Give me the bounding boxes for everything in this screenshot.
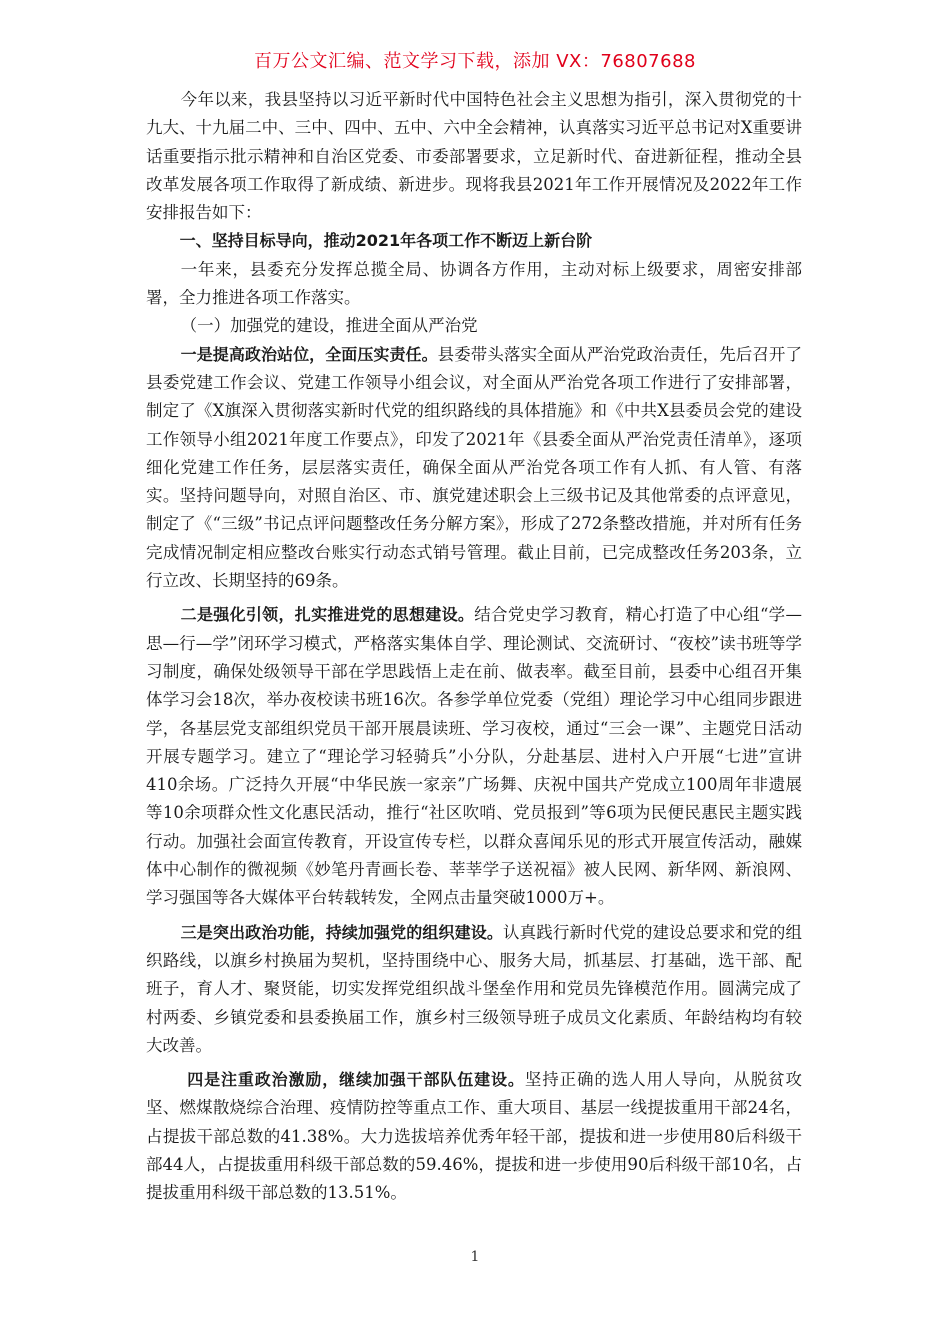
item-lead-2: 二是强化引领，扎实推进党的思想建设。 xyxy=(180,605,475,625)
item-text-2: 结合党史学习教育，精心打造了中心组“学—思—行—学”闭环学习模式，严格落实集体自学、理论测试、交流研讨、“夜校”读书班等学习制度，确保处级领导干部在学思践悟上走在前、做表率。截至目前，县委中心组召开集体学习会18次，举办夜校读书班16次。各参学单位党委（党组）理论学习中心组同步跟进学，各基层党支部组织党员干部开展晨读班、学习夜校，通过“三会一课”、主题党日活动开展专题学习。建立了“理论学习轻骑兵”小分队，分赴基层、进村入户开展“七进”宣讲410余场。广泛持久开展“中华民族一家亲”广场舞、庆祝中国共产党成立100周年非遗展等10余项群众性文化惠民活动，推行“社区吹哨、党员报到”等6项为民便民惠民主题实践行动。加强社会面宣传教育，开设宣传专栏，以群众喜闻乐见的形式开展宣传活动，融媒体中心制作的微视频《妙笔丹青画长卷、莘莘学子送祝福》被人民网、新华网、新浪网、学习强国等各大媒体平台转载转发，全网点击量突破1000万+。 xyxy=(146,605,802,908)
item-text-4: 坚持正确的选人用人导向，从脱贫攻坚、燃煤散烧综合治理、疫情防控等重点工作、重大项目、基层一线提拔重用干部24名，占提拔干部总数的41.38%。大力选拔培养优秀年轻干部，提拔和进一步使用80后科级干部44人，占提拔重用科级干部总数的59.46%，提拔和进一步使用90后科级干部10名，占提拔重用科级干部总数的13.51%。 xyxy=(146,1070,803,1203)
item-text-1: 县委带头落实全面从严治党政治责任，先后召开了县委党建工作会议、党建工作领导小组会议，对全面从严治党各项工作进行了安排部署，制定了《X旗深入贯彻落实新时代党的组织路线的具体措施》和《中共X县委员会党的建设工作领导小组2021年度工作要点》，印发了2021年《县委全面从严治党责任清单》，逐项细化党建工作任务，层层落实责任，确保全面从严治党各项工作有人抓、有人管、有落实。坚持问题导向，对照自治区、市、旗党建述职会上三级书记及其他常委的点评意见，制定了《“三级”书记点评问题整改任务分解方案》，形成了272条整改措施，并对所有任务完成情况制定相应整改台账实行动态式销号管理。截止目前，已完成整改任务203条，立行立改、长期坚持的69条。 xyxy=(146,344,802,591)
item-lead-3: 三是突出政治功能，持续加强党的组织建设。 xyxy=(180,922,503,942)
item-paragraph-2 xyxy=(146,601,802,912)
item-lead-1: 一是提高政治站位，全面压实责任。 xyxy=(180,344,438,364)
document-body xyxy=(146,86,802,1208)
item-paragraph-4 xyxy=(146,1066,802,1207)
page-number: 1 xyxy=(470,1249,480,1265)
intro-paragraph: 今年以来，我县坚持以习近平新时代中国特色社会主义思想为指引，深入贯彻党的十九大、十九届二中、三中、四中、五中、六中全会精神，认真落实习近平总书记对X重要讲话重要指示批示精神和自治区党委、市委部署要求，立足新时代、奋进新征程，推动全县改革发展各项工作取得了新成绩、新进步。现将我县2021年工作开展情况及2022年工作安排报告如下： xyxy=(146,90,802,223)
section-heading: 一、坚持目标导向，推动2021年各项工作不断迈上新台阶 xyxy=(179,231,593,251)
header-watermark: 百万公文汇编、范文学习下载，添加 VX：76807688 xyxy=(254,51,696,72)
subsection-heading: （一）加强党的建设，推进全面从严治党 xyxy=(180,316,478,336)
item-lead-4: 四是注重政治激励，继续加强干部队伍建设。 xyxy=(187,1070,525,1090)
section-intro-paragraph: 一年来，县委充分发挥总揽全局、协调各方作用，主动对标上级要求，周密安排部署，全力推进各项工作落实。 xyxy=(146,259,802,308)
item-text-3: 认真践行新时代党的建设总要求和党的组织路线，以旗乡村换届为契机，坚持围绕中心、服务大局，抓基层、打基础，选干部、配班子，育人才、聚贤能，切实发挥党组织战斗堡垒作用和党员先锋模范作用。圆满完成了村两委、乡镇党委和县委换届工作，旗乡村三级领导班子成员文化素质、年龄结构均有较大改善。 xyxy=(146,922,802,1055)
item-paragraph-1 xyxy=(146,341,802,596)
item-paragraph-3 xyxy=(146,919,802,1060)
